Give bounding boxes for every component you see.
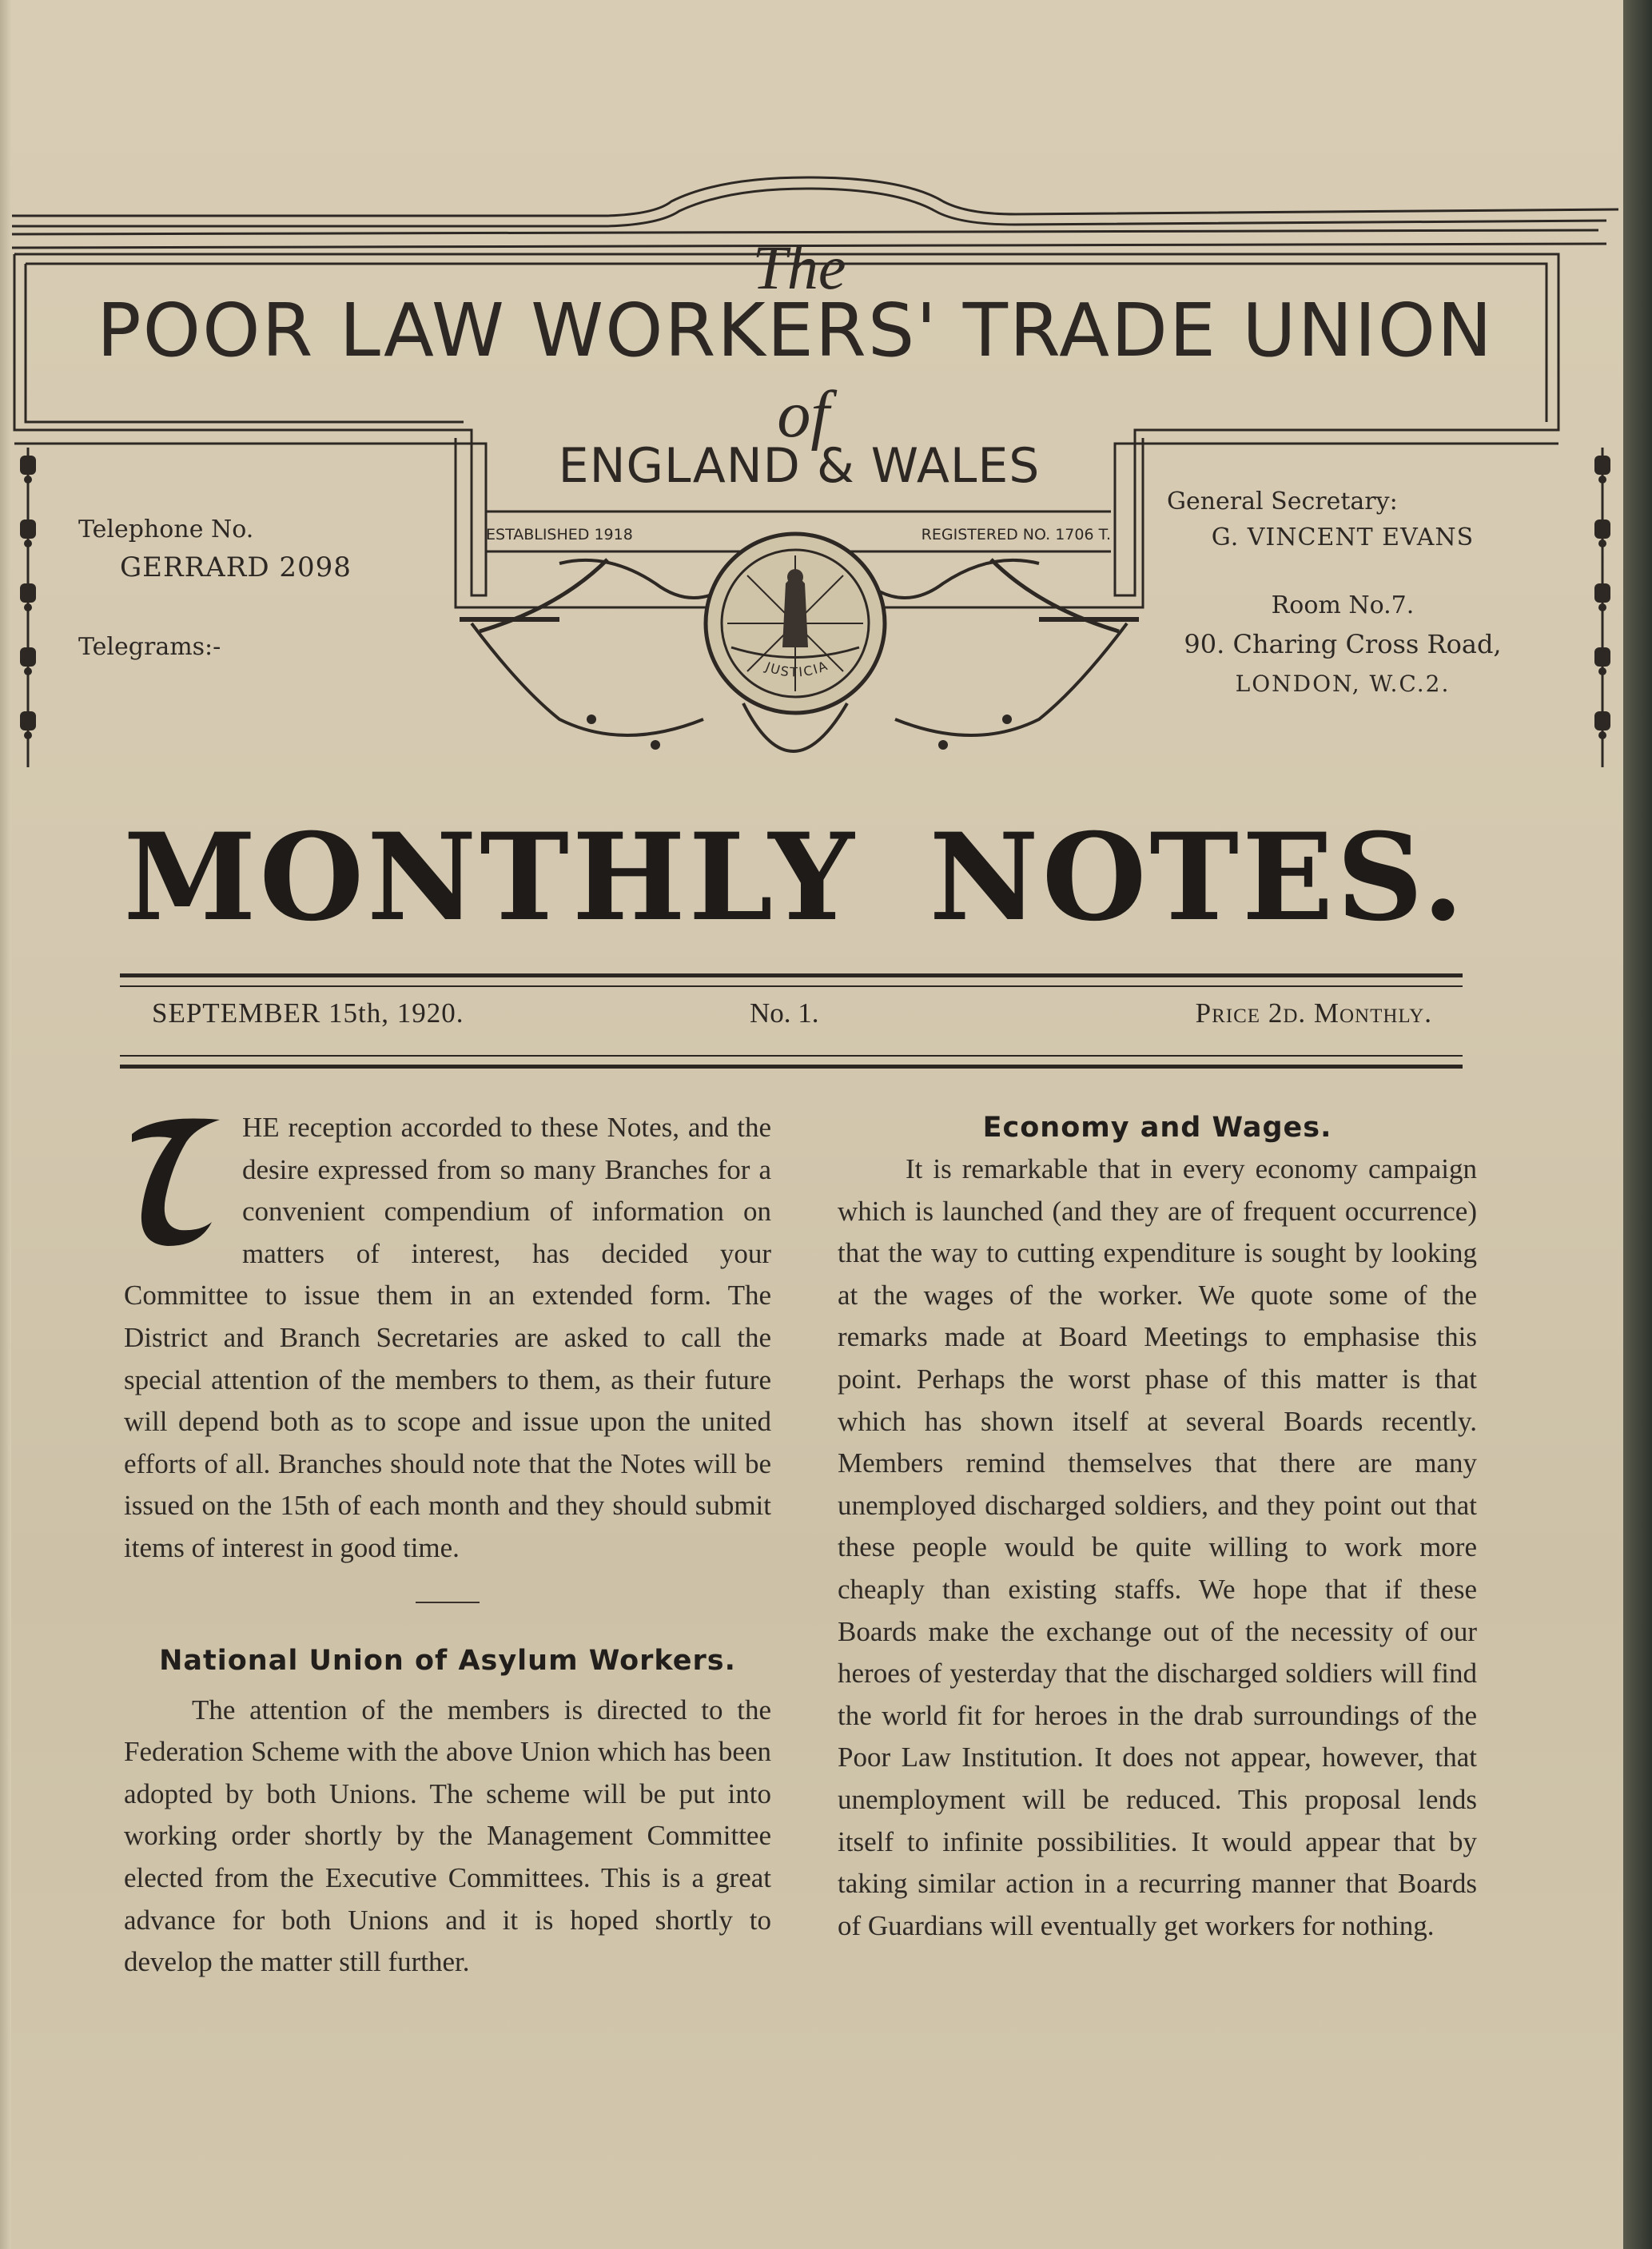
seal-emblem-icon bbox=[699, 527, 891, 719]
secretary-address-block bbox=[1167, 488, 1519, 697]
section-divider bbox=[416, 1602, 480, 1603]
bottom-rule bbox=[120, 1055, 1463, 1069]
economy-heading: Economy and Wages. bbox=[982, 1112, 1332, 1144]
intro-paragraph: HE reception accorded to these Notes, and the desire expressed from so many Branches for a convenient compendium of information on matters of interest, has decided your Committee to issue them in an extended form. The District and Branch Secretaries are asked to call the special attention of the members to them, as their future will depend both as to scope and issue upon the united efforts of all. Branches should note that the Notes will be issued on the 15th of each month and they should submit items of interest in good time. bbox=[124, 1112, 771, 1563]
asylum-paragraph: The attention of the members is directed to the Federation Scheme with the above Union which has been adopted by both Unions. The scheme will be put into working order shortly by the Management Committee elected from the Executive Committees. This is a great advance for both Unions and it is hoped shortly to develop the matter still further. bbox=[124, 1694, 771, 1978]
masthead-word-1: MONTHLY bbox=[123, 807, 858, 948]
telephone-number: GERRARD 2098 bbox=[120, 551, 352, 583]
dropcap-ornament bbox=[124, 1110, 229, 1254]
header-the: The bbox=[752, 233, 846, 302]
address-street: 90. Charing Cross Road, bbox=[1184, 629, 1502, 659]
left-column bbox=[124, 1107, 771, 1984]
secretary-label: General Secretary: bbox=[1167, 488, 1398, 515]
justicia-seal bbox=[699, 527, 891, 719]
asylum-heading: National Union of Asylum Workers. bbox=[159, 1644, 736, 1677]
address-room: Room No.7. bbox=[1271, 591, 1415, 619]
top-rule bbox=[120, 973, 1463, 987]
issue-price: Price 2d. Monthly. bbox=[1195, 997, 1432, 1029]
union-name: POOR LAW WORKERS' TRADE UNION bbox=[97, 288, 1494, 373]
right-column bbox=[838, 1107, 1477, 1947]
masthead-word-2: NOTES. bbox=[929, 807, 1467, 948]
secretary-name: G. VINCENT EVANS bbox=[1211, 523, 1475, 551]
masthead-title bbox=[0, 807, 1590, 948]
telephone-label: Telephone No. bbox=[78, 515, 254, 543]
dropcap-letter-icon bbox=[124, 1110, 229, 1254]
established-label: ESTABLISHED 1918 bbox=[486, 526, 633, 543]
issue-number: No. 1. bbox=[750, 997, 819, 1029]
economy-paragraph: It is remarkable that in every economy campaign which is launched (and they are of frequent occurrence) that the way to cutting expenditure is sought by looking at the wages of the worker. We quote some of the remarks made at Board Meetings to emphasise this point. Perhaps the worst phase of this matter is that which has shown itself at several Boards recently. Members remind themselves that there are many unemployed discharged soldiers, and they point out that these people would be quite willing to work more cheaply than existing staffs. We hope that if these Boards make the exchange out of the necessity of our heroes of yesterday that the discharged soldiers will find the world fit for heroes in the drab surroundings of the Poor Law Institution. It does not appear, however, that unemployment will be reduced. This proposal lends itself to infinite possibilities. It would appear that by taking similar action in a recurring manner that Boards of Guardians will eventually get workers for nothing. bbox=[838, 1153, 1477, 1941]
seal-text: JUSTICIA bbox=[763, 657, 831, 680]
header-of: of bbox=[777, 377, 830, 452]
issue-line bbox=[120, 997, 1463, 1045]
issue-date: SEPTEMBER 15th, 1920. bbox=[152, 997, 464, 1029]
registered-label: REGISTERED NO. 1706 T. bbox=[921, 526, 1111, 543]
telegrams-label: Telegrams:- bbox=[78, 633, 221, 661]
region-title: ENGLAND & WALES bbox=[558, 438, 1041, 494]
address-city: LONDON, W.C.2. bbox=[1235, 671, 1451, 697]
contact-telephone-block bbox=[78, 515, 414, 661]
